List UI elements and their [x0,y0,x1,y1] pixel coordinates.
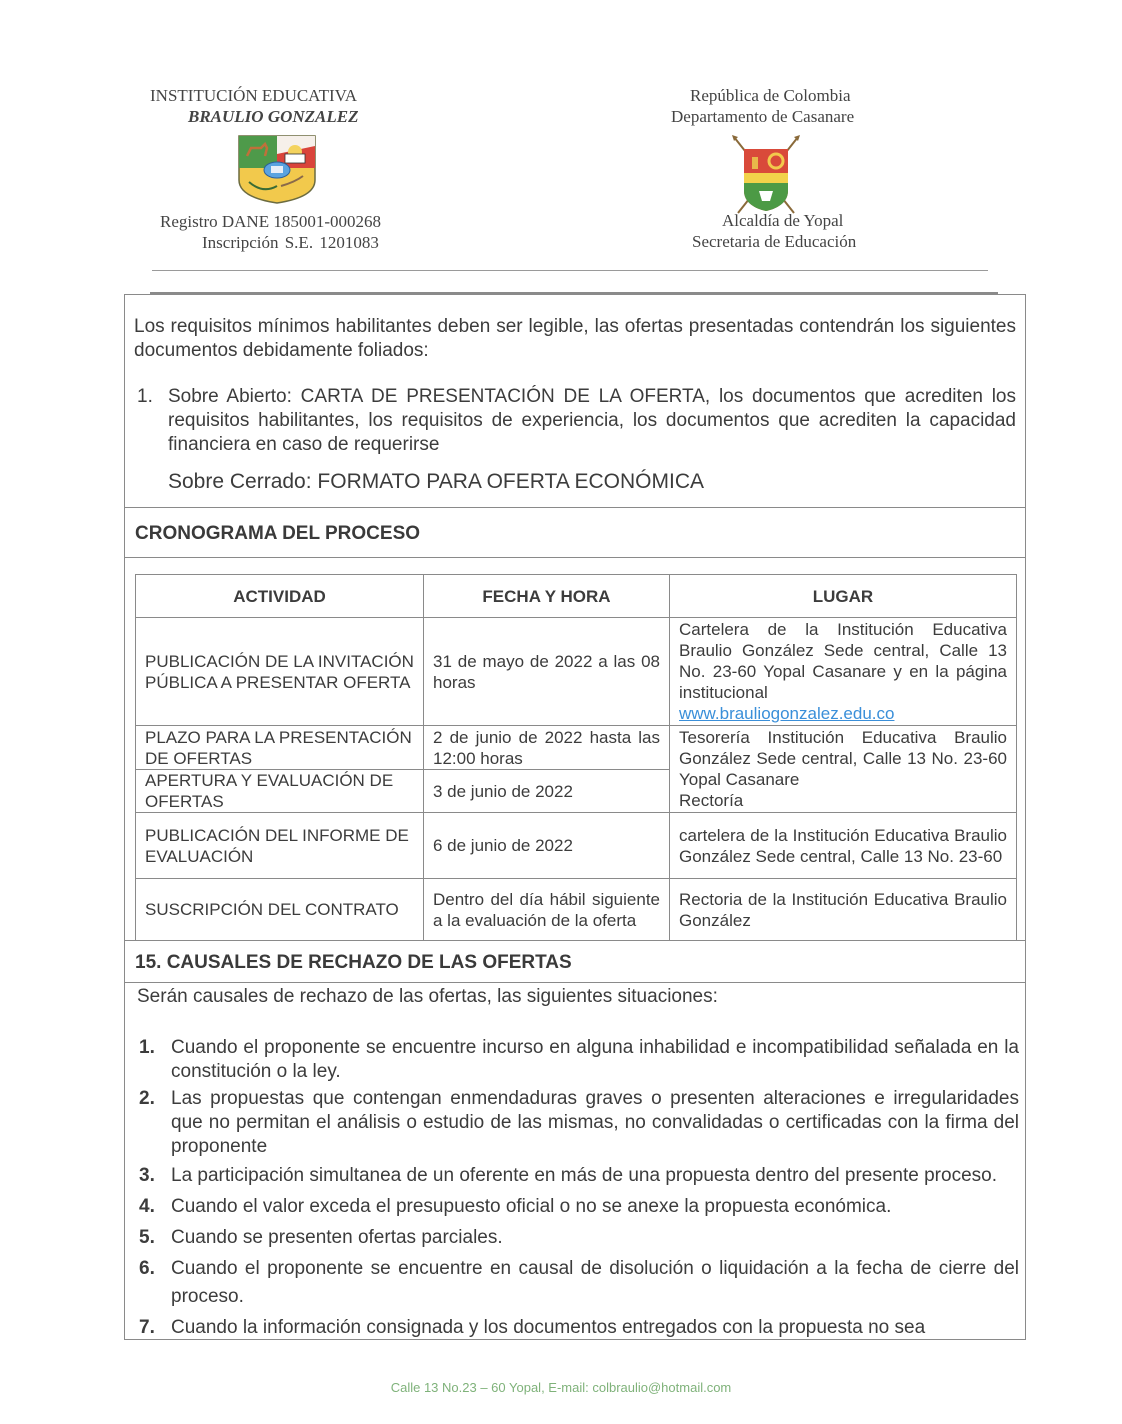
fecha-cell: 3 de junio de 2022 [424,770,670,813]
item-text: Cuando el proponente se encuentre en causal de disolución o liquidación a la fecha de cierre del proceso. [171,1258,1019,1307]
department-name: Departamento de Casanare [671,107,855,126]
fecha-cell: 31 de mayo de 2022 a las 08 horas [424,618,670,726]
section-divider [124,940,1026,941]
list-item [137,1255,1019,1311]
actividad-cell: APERTURA Y EVALUACIÓN DE OFERTAS [136,770,424,813]
item-number: 3. [139,1165,155,1186]
item-number: 6. [139,1258,155,1279]
sobre-cerrado-text: Sobre Cerrado: FORMATO PARA OFERTA ECONÓMICA [168,470,705,493]
schedule-table [135,574,1017,941]
section-divider [124,507,1026,508]
item-text: La participación simultanea de un oferente en más de una propuesta dentro del presente proceso. [171,1165,997,1186]
institution-website-link[interactable]: www.brauliogonzalez.edu.co [679,704,895,723]
fecha-cell: Dentro del día hábil siguiente a la evaluación de la oferta [424,879,670,941]
causales-intro: Serán causales de rechazo de las ofertas, las siguientes situaciones: [137,986,718,1007]
item-number: 2. [139,1088,155,1109]
list-item [137,1162,1019,1190]
inscripcion-se: Inscripción S.E. 1201083 [202,233,379,252]
list-item [137,1314,1019,1342]
institution-crest-icon [237,134,317,204]
lugar-extra-text: Rectoría [679,791,744,810]
secretariat-name: Secretaria de Educación [692,232,857,251]
table-row [136,879,1017,941]
lugar-cell: cartelera de la Institución Educativa Braulio González Sede central, Calle 13 No. 23-60 [670,813,1017,879]
country-name: República de Colombia [690,86,851,105]
item-number: 4. [139,1196,155,1217]
table-row [136,726,1017,770]
list-item [137,1224,1019,1252]
cronograma-title: CRONOGRAMA DEL PROCESO [135,523,421,544]
item-text: Cuando el valor exceda el presupuesto oficial o no se anexe la propuesta económica. [171,1196,892,1217]
item-text: Cuando el proponente se encuentre incurso en alguna inhabilidad e incompatibilidad señalada en la constitución o la ley. [171,1037,1019,1082]
requirements-intro: Los requisitos mínimos habilitantes deben ser legible, las ofertas presentadas contendrán los siguientes documentos debidamente foliados: [134,316,1016,361]
fecha-cell: 6 de junio de 2022 [424,813,670,879]
column-header-lugar: LUGAR [670,575,1017,618]
list-item [137,1087,1019,1159]
item-number: 1. [139,1037,155,1058]
column-header-fecha: FECHA Y HORA [424,575,670,618]
header-divider [152,270,988,271]
institution-type: INSTITUCIÓN EDUCATIVA [150,86,357,105]
list-item [137,1193,1019,1221]
lugar-text: Cartelera de la Institución Educativa Braulio González Sede central, Calle 13 No. 23-60 Yopal Casanare y en la página institucional [679,620,1007,702]
frame-top-rule [150,292,998,294]
municipality-name: Alcaldía de Yopal [722,211,844,230]
actividad-cell: PUBLICACIÓN DE LA INVITACIÓN PÚBLICA A PRESENTAR OFERTA [136,618,424,726]
lugar-cell [670,618,1017,726]
item-text: Cuando la información consignada y los documentos entregados con la propuesta no sea [171,1317,926,1338]
section-divider [124,982,1026,983]
page-footer: Calle 13 No.23 – 60 Yopal, E-mail: colbraulio@hotmail.com [390,1380,732,1395]
list-item [137,1036,1019,1084]
institution-name: BRAULIO GONZALEZ [188,107,359,126]
lugar-text: Tesorería Institución Educativa Braulio González Sede central, Calle 13 No. 23-60 Yopal Casanare [679,728,1007,789]
item-number: 5. [139,1227,155,1248]
column-header-actividad: ACTIVIDAD [136,575,424,618]
fecha-cell: 2 de junio de 2022 hasta las 12:00 horas [424,726,670,770]
actividad-cell: PUBLICACIÓN DEL INFORME DE EVALUACIÓN [136,813,424,879]
yopal-coat-of-arms-icon [728,133,804,217]
table-row [136,618,1017,726]
section-divider [124,557,1026,558]
item-number: 7. [139,1317,155,1338]
causales-list [137,1036,1019,1345]
lugar-cell [670,726,1017,813]
actividad-cell: SUSCRIPCIÓN DEL CONTRATO [136,879,424,941]
table-row [136,813,1017,879]
item-text: Las propuestas que contengan enmendaduras graves o presenten alteraciones e irregularidades que no permitan el análisis o estudio de las mismas, no convalidadas o certificadas con la firma del proponente [171,1088,1019,1157]
item-number: 1. [137,386,153,407]
actividad-cell: PLAZO PARA LA PRESENTACIÓN DE OFERTAS [136,726,424,770]
item-text: Cuando se presenten ofertas parciales. [171,1227,503,1248]
lugar-cell: Rectoria de la Institución Educativa Braulio González [670,879,1017,941]
item-text: Sobre Abierto: CARTA DE PRESENTACIÓN DE LA OFERTA, los documentos que acrediten los requisitos habilitantes, los requisitos de experiencia, los documentos que acrediten la capacidad financiera en caso de requerirse [168,386,1016,455]
table-header-row [136,575,1017,618]
causales-title: 15. CAUSALES DE RECHAZO DE LAS OFERTAS [135,952,572,973]
registro-dane: Registro DANE 185001-000268 [160,212,381,231]
